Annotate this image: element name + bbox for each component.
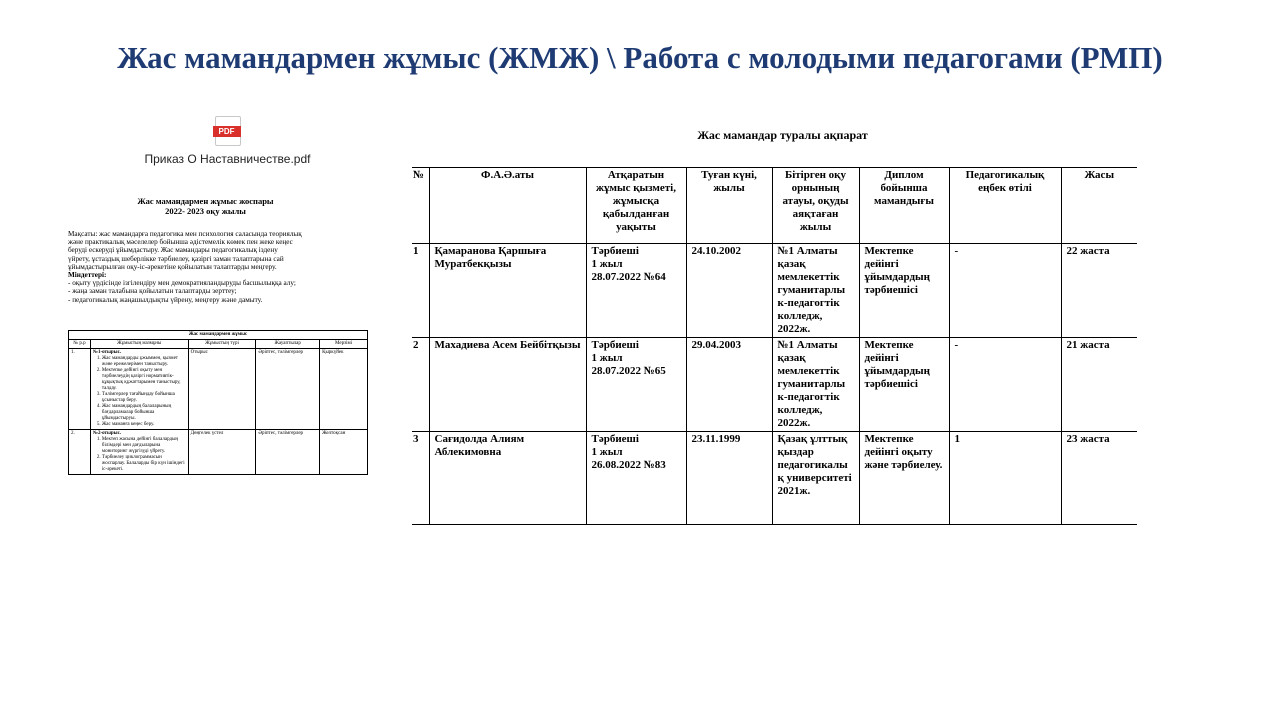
- cell-name: Махадиева Асем Бейбітқызы: [429, 338, 586, 432]
- cell-position: Тәрбиеші 1 жыл 26.08.2022 №83: [586, 432, 686, 525]
- cell-no: 1: [412, 244, 429, 338]
- col-header-birth: Туған күні, жылы: [686, 168, 772, 244]
- doc-plan-table: [68, 330, 368, 475]
- doc-cell-deadline: Қыркүйек: [320, 349, 368, 430]
- doc-cell-list: [93, 356, 186, 428]
- cell-age: 21 жаста: [1061, 338, 1137, 432]
- doc-cell-responsible: Әріптес, тәлімгерлер: [256, 349, 320, 430]
- doc-cell-list: [93, 437, 186, 473]
- info-table-caption: Жас мамандар туралы ақпарат: [697, 128, 868, 142]
- pdf-filename[interactable]: Приказ О Наставничестве.pdf: [144, 152, 311, 166]
- cell-specialty: Мектепке дейінгі оқыту және тәрбиелеу.: [859, 432, 949, 525]
- doc-year: 2022- 2023 оқу жылы: [165, 206, 246, 216]
- cell-education: №1 Алматы қазақ мемлекеттік гуманитарлы к-педагогтік колледж, 2022ж.: [772, 338, 859, 432]
- doc-paragraph: беруді ескеруді ұйымдастыру. Жас мамандары педагогикалық іздену: [68, 246, 278, 255]
- doc-cell-heading: №2-отырыс.: [92, 431, 122, 436]
- pdf-file-icon[interactable]: [215, 116, 241, 146]
- doc-col-header: Жұмыстың түрі: [188, 340, 256, 349]
- doc-paragraph: - оқыту үрдісінде ізгілендіру мен демократияландыруды басшылыққа алу;: [68, 279, 296, 288]
- doc-paragraph: - жаңа заман талабына қойылатын талаптарды зерттеу;: [68, 287, 237, 296]
- doc-title: Жас мамандармен жұмыс жоспары: [137, 196, 274, 206]
- cell-age: 23 жаста: [1061, 432, 1137, 525]
- cell-education: №1 Алматы қазақ мемлекеттік гуманитарлы к-педагогтік колледж, 2022ж.: [772, 244, 859, 338]
- doc-cell-heading: №1-отырыс.: [92, 350, 122, 355]
- doc-cell-form: Дөңгелек үстел: [188, 430, 256, 475]
- col-header-experience: Педагогикалық еңбек өтілі: [949, 168, 1061, 244]
- cell-age: 22 жаста: [1061, 244, 1137, 338]
- cell-experience: -: [949, 244, 1061, 338]
- table-row: [412, 338, 1137, 432]
- doc-list-item: 3. Тәлімгерлер тағайындау бойынша ұсыныстар беру.: [102, 392, 186, 404]
- cell-birth: 23.11.1999: [686, 432, 772, 525]
- cell-birth: 24.10.2002: [686, 244, 772, 338]
- table-row: [412, 432, 1137, 525]
- col-header-specialty: Диплом бойынша мамандығы: [859, 168, 949, 244]
- cell-no: 2: [412, 338, 429, 432]
- pdf-badge: PDF: [213, 126, 241, 137]
- doc-col-header: Жұмыстың мазмұны: [90, 340, 188, 349]
- doc-table-caption: Жас мамандармен жұмыс: [69, 331, 368, 340]
- doc-list-item: 2. Мектепке дейінгі оқыту мен тәрбиелеудің қазіргі нормативтік-құқықтық құжаттарымен таныстыру, талдау.: [102, 368, 186, 392]
- doc-cell-form: Отырыс: [188, 349, 256, 430]
- col-header-position: Атқаратын жұмыс қызметі, жұмысқа қабылданған уақыты: [586, 168, 686, 244]
- doc-cell-content: [90, 430, 188, 475]
- cell-name: Қамаранова Қаршыға Муратбекқызы: [429, 244, 586, 338]
- cell-education: Қазақ ұлттық қыздар педагогикалы қ университеті 2021ж.: [772, 432, 859, 525]
- doc-col-header: № р.р: [69, 340, 91, 349]
- doc-cell-no: 2.: [69, 430, 91, 475]
- table-header-row: [412, 168, 1137, 244]
- doc-list-item: 1. Мектеп жасына дейінгі балалардың білімдері мен дағдыларына мониторинг жүргізуді үйрету.: [102, 437, 186, 455]
- doc-list-item: 2. Тәрбиелеу циклограммасын жоспарлау. Балаларды бір күн ішіндегі іс-әрекеті.: [102, 455, 186, 473]
- cell-position: Тәрбиеші 1 жыл 28.07.2022 №65: [586, 338, 686, 432]
- doc-cell-deadline: Желтоқсан: [320, 430, 368, 475]
- doc-list-item: 4. Жас мамандардың балаларының бағдарламалар бойынша ұйымдастыруы.: [102, 404, 186, 422]
- col-header-education: Бітірген оқу орнының атауы, оқуды аяқтаған жылы: [772, 168, 859, 244]
- cell-no: 3: [412, 432, 429, 525]
- doc-cell-responsible: Әріптес, тәлімгерлер: [256, 430, 320, 475]
- doc-cell-no: 1.: [69, 349, 91, 430]
- document-preview: [68, 196, 353, 621]
- doc-paragraph: және практикалық мәселелер бойынша әдістемелік көмек пен жеке кеңес: [68, 238, 293, 247]
- cell-specialty: Мектепке дейінгі ұйымдардың тәрбиешісі: [859, 338, 949, 432]
- doc-paragraphs: [68, 230, 343, 304]
- cell-experience: -: [949, 338, 1061, 432]
- doc-list-item: 5. Жас маманға кеңес беру.: [102, 422, 186, 428]
- cell-position: Тәрбиеші 1 жыл 28.07.2022 №64: [586, 244, 686, 338]
- doc-paragraph: - педагогикалық жаңашылдықты үйрену, меңгеру және дамыту.: [68, 295, 263, 304]
- doc-table-row: [69, 430, 368, 475]
- doc-col-header: Жауаптылар: [256, 340, 320, 349]
- cell-birth: 29.04.2003: [686, 338, 772, 432]
- doc-cell-content: [90, 349, 188, 430]
- doc-col-header: Мерзімі: [320, 340, 368, 349]
- cell-name: Сағидолда Алиям Аблекимовна: [429, 432, 586, 525]
- col-header-name: Ф.А.Ә.аты: [429, 168, 586, 244]
- table-row: [412, 244, 1137, 338]
- doc-paragraph: үйрету, ұстаздық шеберлікке тәрбиелеу, қазіргі заман талаптарына сай: [68, 254, 284, 263]
- doc-table-row: [69, 349, 368, 430]
- young-teachers-table: [412, 167, 1137, 525]
- col-header-no: №: [412, 168, 429, 244]
- page-title: Жас мамандармен жұмыс (ЖМЖ) \ Работа с молодыми педагогами (РМП): [117, 40, 1163, 75]
- doc-paragraph: Мақсаты: жас мамандарға педагогика мен психология саласында теориялық: [68, 230, 302, 238]
- col-header-age: Жасы: [1061, 168, 1137, 244]
- cell-experience: 1: [949, 432, 1061, 525]
- pdf-attachment[interactable]: [140, 116, 315, 166]
- doc-list-item: 1. Жас мамандарды ұжыммен, қызмет және ережелерімен таныстыру.: [102, 356, 186, 368]
- doc-paragraph: Міндеттері:: [68, 271, 107, 280]
- cell-specialty: Мектепке дейінгі ұйымдардың тәрбиешісі: [859, 244, 949, 338]
- doc-paragraph: ұйымдастырылған оқу-іс-әрекетіне қойылатын талаптарды меңгеру.: [68, 262, 277, 271]
